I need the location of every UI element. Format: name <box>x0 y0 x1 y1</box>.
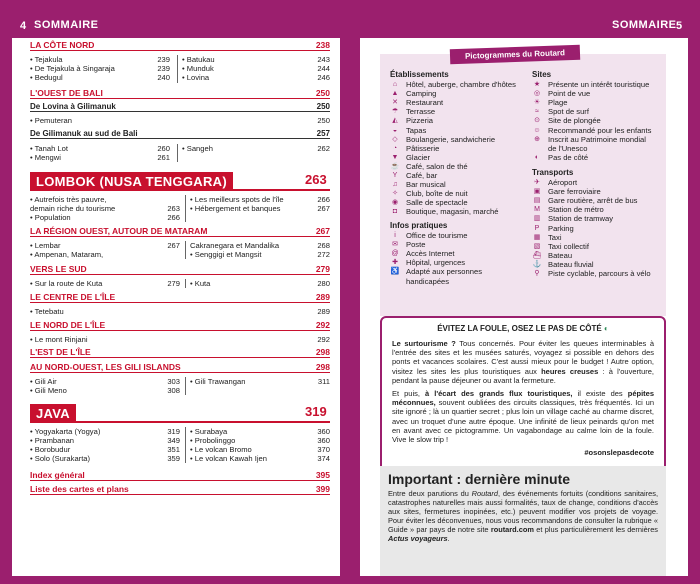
star-icon: ★ <box>533 81 541 88</box>
toc-entry[interactable]: • Surabaya 360 <box>190 427 330 436</box>
train-icon: ▣ <box>533 188 541 196</box>
column-divider <box>177 55 178 83</box>
toc-entry[interactable]: • Pemuteran 250 <box>30 116 330 125</box>
toc-entry[interactable]: • Bedugul 240 <box>30 73 170 82</box>
pictogram-label: Glacier <box>406 152 431 162</box>
diving-icon: ⊙ <box>534 117 540 125</box>
tip-paragraph: Le surtourisme ? Tous concernés. Pour éviter les queues interminables à l'entrée des sites et les musées saturés, voyagez si possible en dehors des ponts et vacances scolaires. C'est aussi mieux pour le budget ! Autre option, visitez les sites les plus touristiques aux heures creuses : à l'ouverture, pendant la pause déjeuner ou avant la fermeture. <box>392 339 655 385</box>
toc-entry[interactable]: • Yogyakarta (Yogya) 319 <box>30 427 180 436</box>
toc-entry[interactable]: • Borobudur 351 <box>30 445 180 454</box>
pictogram-label: de l'Unesco <box>548 143 588 153</box>
toc-section-ouest-bali[interactable]: L'OUEST DE BALI 250 <box>30 88 330 98</box>
pictogram-label: Boulangerie, sandwicherie <box>406 134 496 144</box>
right-page <box>360 38 688 576</box>
ice-cream-icon: ▼ <box>391 153 399 161</box>
toc-entry[interactable]: • Population 266 <box>30 213 180 222</box>
region-page-java: 319 <box>305 404 327 419</box>
column-divider <box>185 241 186 259</box>
pictogram-label: Pâtisserie <box>406 143 440 153</box>
pictogram-label: Recommandé pour les enfants <box>548 125 652 135</box>
important-box <box>380 466 666 576</box>
pictogram-label: handicapées <box>406 276 450 286</box>
toc-entry[interactable]: • Autrefois très pauvre, <box>30 195 107 204</box>
pictogram-label: Taxi collectif <box>548 241 589 251</box>
toc-entry[interactable]: • Sangeh 262 <box>182 144 330 153</box>
shopping-icon: ◘ <box>392 208 398 216</box>
pictogram-label: Inscrit au Patrimoine mondial <box>548 134 646 144</box>
pictogram-label: Café, salon de thé <box>406 161 468 171</box>
pictogram-label: Hôtel, auberge, chambre d'hôtes <box>406 80 516 89</box>
pictogram-label: Club, boîte de nuit <box>406 189 468 199</box>
toc-entry[interactable]: • Tetebatu 289 <box>30 307 330 316</box>
wheelchair-icon: ♿ <box>390 268 400 276</box>
toc-entry[interactable]: • Gili Trawangan 311 <box>190 377 330 386</box>
right-page-number: 5 <box>676 20 683 32</box>
pizza-icon: ◭ <box>392 117 398 125</box>
toc-entry[interactable]: • Hébergement et banques 267 <box>190 204 330 213</box>
toc-entry[interactable]: • Tejakula 239 <box>30 55 170 64</box>
pictogram-label: Boutique, magasin, marché <box>406 207 499 217</box>
toc-section-est[interactable]: L'EST DE L'ÎLE 298 <box>30 347 330 357</box>
toc-entry[interactable]: • Ampenan, Mataram, <box>30 250 104 259</box>
pictogram-label: Adapté aux personnes <box>406 267 482 277</box>
column-divider <box>177 144 178 162</box>
region-heading-java[interactable]: JAVA <box>30 404 76 422</box>
toc-section-cote-nord[interactable]: LA CÔTE NORD 238 <box>30 40 330 50</box>
routard-link[interactable]: routard.com <box>490 524 534 534</box>
pictogram-label: Bateau fluvial <box>548 259 594 269</box>
toc-entry[interactable]: • Lovina 246 <box>182 73 330 82</box>
toc-entry[interactable]: • Kuta 280 <box>190 279 330 288</box>
shared-taxi-icon: ▧ <box>533 242 541 250</box>
pictogram-label: Salle de spectacle <box>406 198 468 208</box>
pictogram-label: Spot de surf <box>548 107 589 117</box>
region-heading-lombok[interactable]: LOMBOK (NUSA TENGGARA) <box>30 172 233 190</box>
bus-icon: ▤ <box>533 197 541 205</box>
top-bar <box>0 0 700 38</box>
heading-rule <box>30 189 330 191</box>
toc-entry[interactable]: • Munduk 244 <box>182 64 330 73</box>
toc-subsection[interactable]: De Lovina à Gilimanuk 250 <box>30 102 330 111</box>
unesco-icon: ⊕ <box>534 135 540 143</box>
pictogram-label: Station de tramway <box>548 214 613 224</box>
taxi-icon: ▦ <box>533 233 541 241</box>
pictogram-label: Plage <box>548 98 568 108</box>
tram-icon: ▥ <box>533 215 541 223</box>
pictogram-label: Point de vue <box>548 89 591 99</box>
pictogram-label: Bateau <box>548 250 573 260</box>
beach-icon: ☀ <box>533 99 541 107</box>
children-icon: ☺ <box>533 126 541 134</box>
pictogram-label: Aéroport <box>548 178 578 187</box>
toc-subsection[interactable]: De Gilimanuk au sud de Bali 257 <box>30 129 330 138</box>
music-icon: ♫ <box>392 181 398 189</box>
tent-icon: ▲ <box>391 90 399 98</box>
toc-section-region-ouest[interactable]: LA RÉGION OUEST, AUTOUR DE MATARAM 267 <box>30 226 330 236</box>
pictogram-label: Site de plongée <box>548 116 601 126</box>
toc-entry[interactable]: • Batukau 243 <box>182 55 330 64</box>
pictogram-label: Poste <box>406 240 426 250</box>
toc-entry[interactable]: • Gili Air 303 <box>30 377 180 386</box>
toc-entry[interactable]: • Sur la route de Kuta 279 <box>30 279 180 288</box>
tea-icon: ☕ <box>390 162 400 170</box>
toc-entry[interactable]: • Senggigi et Mangsit 272 <box>190 250 330 259</box>
pictogram-label: Terrasse <box>406 107 436 117</box>
pictogram-heading: Établissements <box>390 70 449 79</box>
metro-icon: M <box>534 206 540 214</box>
hashtag[interactable]: #osonslepasdecote <box>584 448 654 458</box>
left-page-title: SOMMAIRE <box>34 19 99 31</box>
toc-entry[interactable]: • Mengwi 261 <box>30 153 170 162</box>
toc-entry[interactable]: • Le volcan Bromo 370 <box>190 445 330 454</box>
left-page-number: 4 <box>20 20 27 32</box>
toc-entry[interactable]: • Les meilleurs spots de l'île 266 <box>190 195 330 204</box>
region-page-lombok: 263 <box>305 172 327 187</box>
pictogram-heading: Infos pratiques <box>390 221 448 230</box>
pictogram-label: Piste cyclable, parcours à vélo <box>548 269 651 278</box>
pictogram-label: Office de tourisme <box>406 231 468 240</box>
right-page-title: SOMMAIRE <box>612 19 677 31</box>
pictogram-title: Pictogrammes du Routard <box>450 45 580 65</box>
pictogram-label: Hôpital, urgences <box>406 258 466 268</box>
bakery-icon: ◇ <box>392 135 398 143</box>
toc-section-vers-sud[interactable]: VERS LE SUD 279 <box>30 264 330 274</box>
pictogram-label: Restaurant <box>406 98 444 108</box>
toc-entry[interactable]: • Lembar 267 <box>30 241 180 250</box>
pictogram-label: Pas de côté <box>548 152 589 162</box>
pictogram-label: Camping <box>406 89 437 99</box>
airport-icon: ✈ <box>534 179 540 186</box>
toc-entry[interactable]: • Probolinggo 360 <box>190 436 330 445</box>
pictogram-label: Station de métro <box>548 205 604 215</box>
pictogram-label: Pizzeria <box>406 116 434 126</box>
pictogram-label: Café, bar <box>406 171 438 180</box>
pastry-icon: ◔ <box>392 144 398 152</box>
pictogram-label: Bar musical <box>406 180 446 190</box>
tip-paragraph: Et puis, à l'écart des grands flux touristiques, il existe des pépites méconnues, souvent oubliées des circuits classiques, très fréquentés. Ici un site ignoré ; là un quartier secret ; plus loin un village caché au charme discret, avec un troquet d'une autre époque. Une infinité de lieux peinards qu'on met en avant avec ce pictogramme. Un vagabondage au calme loin de la foule. Vive le slow trip ! <box>392 389 654 445</box>
pictogram-label: Taxi <box>548 232 562 242</box>
toc-cartes[interactable]: Liste des cartes et plans 399 <box>30 484 330 494</box>
mail-icon: ✉ <box>392 241 398 249</box>
pictogram-label: Présente un intérêt touristique <box>548 80 650 89</box>
pictogram-label: Tapas <box>406 125 427 135</box>
pictogram-label: Accès Internet <box>406 249 455 259</box>
column-divider <box>185 279 186 288</box>
toc-entry[interactable]: • Gili Meno 308 <box>30 386 180 395</box>
toc-section-gili[interactable]: AU NORD-OUEST, LES GILI ISLANDS 298 <box>30 362 330 372</box>
bar-icon: Y <box>392 172 398 179</box>
nightclub-icon: ✧ <box>392 190 398 198</box>
boat-icon: ⛴ <box>532 251 542 259</box>
at-icon: @ <box>391 250 399 258</box>
important-paragraph: Entre deux parutions du Routard, des événements fortuits (conditions sanitaires, catastrophes naturelles mais aussi formalités, taux de change, conditions d'accès aux sites, fermetures inopinées, etc.) peuvent modifier vos projets de voyage. Pour éviter les déconvenues, nous vous recommandons de consulter la rubrique « Guide » par pays de notre site routard.com et plus particulièrement les dernières Actus voyageurs. <box>388 489 659 543</box>
surf-icon: ≈ <box>535 108 539 116</box>
off-path-icon: ◐ <box>603 324 609 333</box>
left-page <box>12 38 340 576</box>
toc-entry[interactable]: Cakranegara et Mandalika 268 <box>190 241 330 250</box>
bed-icon: ⌂ <box>392 81 398 88</box>
pictogram-label: Parking <box>548 223 574 233</box>
pictogram-label: Gare ferroviaire <box>548 187 601 197</box>
toc-entry[interactable]: • Prambanan 349 <box>30 436 180 445</box>
column-divider <box>185 377 186 395</box>
toc-entry[interactable]: • Solo (Surakarta) 359 <box>30 454 180 463</box>
toc-entry[interactable]: demain riche du tourisme 263 <box>30 204 180 213</box>
tip-box <box>380 316 666 490</box>
tip-title: ÉVITEZ LA FOULE, OSEZ LE PAS DE CÔTÉ ◐ <box>437 324 609 333</box>
important-title: Important : dernière minute <box>388 471 571 487</box>
column-divider <box>185 427 186 463</box>
tapas-icon: ◒ <box>392 126 398 134</box>
toc-section-nord[interactable]: LE NORD DE L'ÎLE 292 <box>30 320 330 330</box>
toc-entry[interactable]: • Tanah Lot 260 <box>30 144 170 153</box>
hospital-icon: ✚ <box>392 259 398 267</box>
bike-icon: ⚲ <box>534 270 540 277</box>
toc-index[interactable]: Index général 395 <box>30 470 330 480</box>
viewpoint-icon: ◎ <box>533 90 541 98</box>
parking-icon: P <box>534 224 540 232</box>
toc-entry[interactable]: • Le volcan Kawah Ijen 374 <box>190 454 330 463</box>
pictogram-label: Gare routière, arrêt de bus <box>548 196 638 206</box>
off-path-icon: ◐ <box>534 153 540 161</box>
pictogram-heading: Sites <box>532 70 552 79</box>
terrace-icon: ☂ <box>391 108 399 116</box>
pictogram-heading: Transports <box>532 168 574 177</box>
restaurant-icon: ✕ <box>392 99 398 107</box>
toc-section-centre[interactable]: LE CENTRE DE L'ÎLE 289 <box>30 292 330 302</box>
river-boat-icon: ⚓ <box>532 260 542 268</box>
info-icon: i <box>394 232 396 239</box>
heading-rule <box>30 421 330 423</box>
toc-entry[interactable]: • Le mont Rinjani 292 <box>30 335 330 344</box>
toc-entry[interactable]: • De Tejakula à Singaraja 239 <box>30 64 170 73</box>
column-divider <box>185 195 186 222</box>
concert-icon: ◉ <box>391 199 399 207</box>
